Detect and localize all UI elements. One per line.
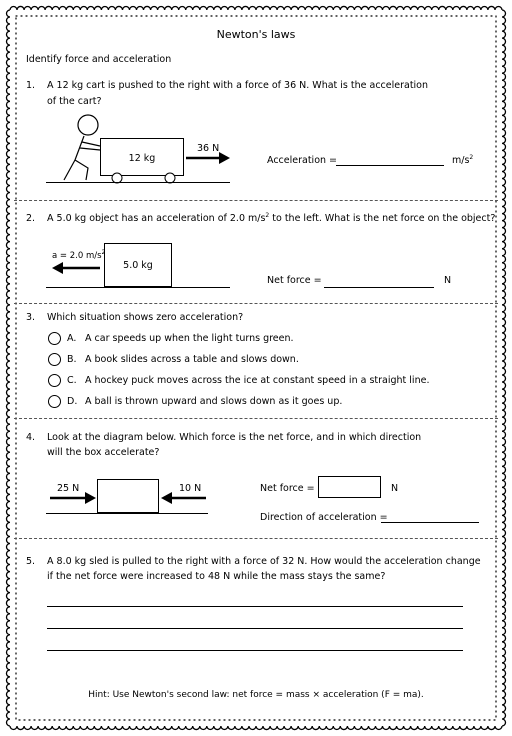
object-mass-label: 5.0 kg bbox=[123, 260, 153, 271]
question-text: Which situation shows zero acceleration? bbox=[47, 312, 244, 323]
answer-line[interactable] bbox=[47, 650, 463, 651]
answer-line[interactable] bbox=[47, 628, 463, 629]
question-text: A 12 kg cart is pushed to the right with a force of 36 N. What is the acceleration bbox=[47, 80, 429, 91]
net-force-answer-box[interactable] bbox=[318, 476, 381, 498]
answer-blank[interactable] bbox=[381, 522, 479, 523]
option-letter: C. bbox=[67, 375, 77, 386]
worksheet-title: Newton's laws bbox=[216, 28, 296, 41]
left-force-label: 25 N bbox=[57, 483, 80, 494]
unit-label: N bbox=[444, 275, 452, 286]
question-text: A 8.0 kg sled is pulled to the right with a force of 32 N. How would the acceleration change bbox=[47, 556, 481, 567]
right-force-label: 10 N bbox=[179, 483, 202, 494]
option-letter: D. bbox=[67, 396, 78, 407]
question-text: if the net force were increased to 48 N while the mass stays the same? bbox=[47, 571, 386, 582]
force-label: 36 N bbox=[197, 143, 220, 154]
option-letter: A. bbox=[67, 333, 77, 344]
option-letter: B. bbox=[67, 354, 77, 365]
question-number: 3. bbox=[26, 312, 36, 323]
question-number: 2. bbox=[26, 213, 36, 224]
option-text: A car speeds up when the light turns green. bbox=[85, 333, 294, 344]
option-text: A hockey puck moves across the ice at constant speed in a straight line. bbox=[85, 375, 430, 386]
question-text: A 5.0 kg object has an acceleration of 2.0 $m/s^2$ to the left. What is the net force on the object? bbox=[47, 211, 496, 224]
question-text: Look at the diagram below. Which force is the net force, and in which direction bbox=[47, 432, 422, 443]
question-number: 4. bbox=[26, 432, 36, 443]
answer-line[interactable] bbox=[47, 606, 463, 607]
cart-mass-label: 12 kg bbox=[128, 153, 156, 164]
unit-label: $m/s^2$ bbox=[452, 153, 474, 166]
unit-label: N bbox=[391, 483, 399, 494]
question-number: 5. bbox=[26, 556, 36, 567]
divider bbox=[14, 538, 498, 539]
question-number: 1. bbox=[26, 80, 36, 91]
ground-line bbox=[46, 513, 208, 514]
hint-text: Hint: Use Newton's second law: net force = mass × acceleration (F = ma). bbox=[88, 690, 424, 700]
option-text: A book slides across a table and slows down. bbox=[85, 354, 299, 365]
answer-label: Acceleration = bbox=[267, 155, 338, 166]
net-force-label: Net force = bbox=[260, 483, 315, 494]
question-text: will the box accelerate? bbox=[47, 447, 160, 458]
question-text: of the cart? bbox=[47, 96, 102, 107]
worksheet-subtitle: Identify force and acceleration bbox=[26, 54, 172, 65]
answer-label: Net force = bbox=[267, 275, 322, 286]
option-text: A ball is thrown upward and slows down as it goes up. bbox=[85, 396, 343, 407]
acceleration-label: a = 2.0 $m/s^2$ bbox=[52, 249, 106, 261]
direction-label: Direction of acceleration = bbox=[260, 512, 388, 523]
